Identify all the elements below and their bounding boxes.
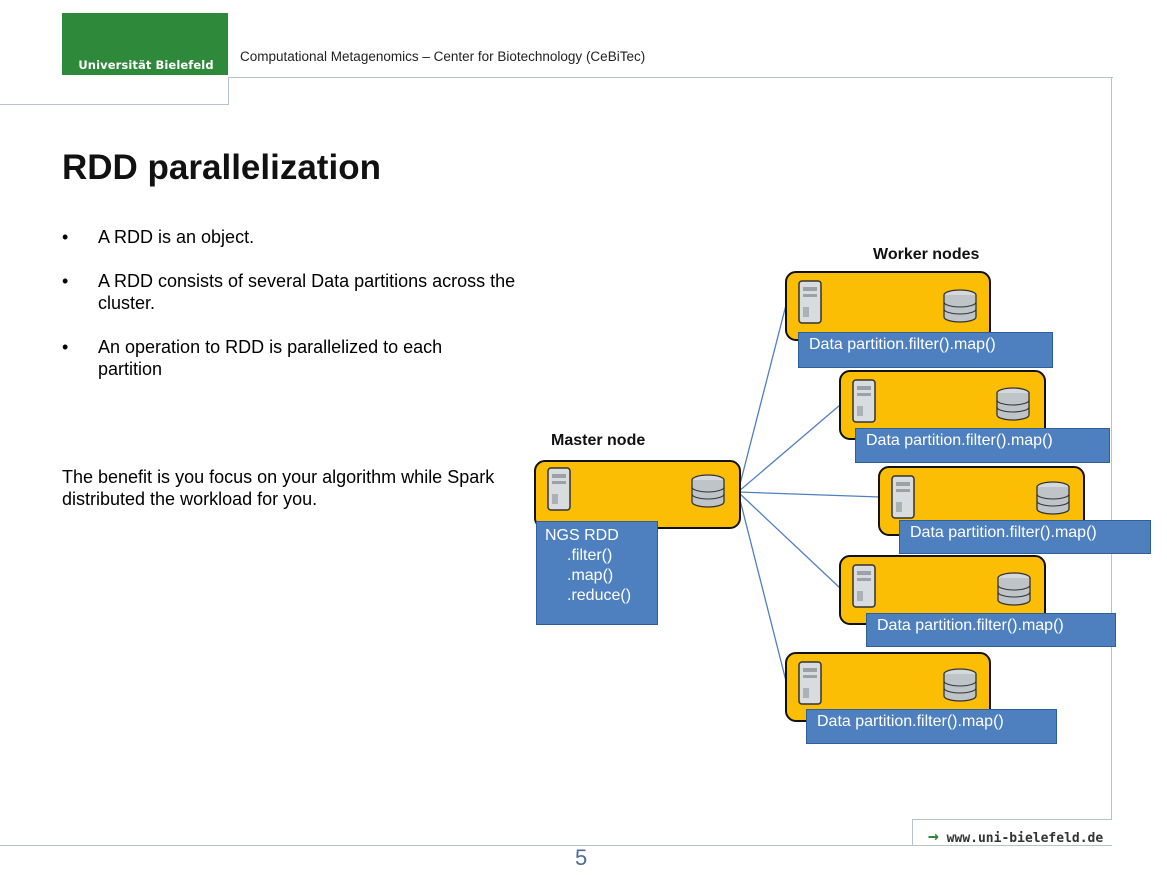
partition-label: Data partition.filter().map() <box>899 520 1151 554</box>
server-icon <box>795 279 825 325</box>
connection-line <box>738 492 880 497</box>
master-rdd-box <box>536 521 658 625</box>
rdd-operation: .reduce() <box>567 587 632 604</box>
bullet-item: • A RDD is an object. <box>62 226 518 248</box>
connection-line <box>738 405 840 492</box>
bullet-item: • An operation to RDD is parallelized to each partition <box>62 336 488 380</box>
rdd-operation: .map() <box>567 567 614 584</box>
server-icon <box>849 378 879 424</box>
rdd-name: NGS RDD <box>545 527 619 544</box>
university-logo-text: Universität Bielefeld <box>78 58 214 72</box>
rdd-operation: .filter() <box>567 547 613 564</box>
server-icon <box>795 660 825 706</box>
database-icon <box>996 572 1032 606</box>
slide-title: RDD parallelization <box>62 148 381 187</box>
server-icon <box>888 474 918 520</box>
database-icon <box>942 289 978 323</box>
connection-line <box>738 492 840 588</box>
server-icon <box>544 466 574 512</box>
master-node-label: Master node <box>551 432 646 449</box>
database-icon <box>1035 481 1071 515</box>
partition-label: Data partition.filter().map() <box>866 613 1116 647</box>
database-icon <box>995 387 1031 421</box>
partition-label: Data partition.filter().map() <box>798 332 1053 368</box>
bullet-item: • A RDD consists of several Data partitions across the cluster. <box>62 270 518 314</box>
header-title: Computational Metagenomics – Center for Biotechnology (CeBiTec) <box>240 49 646 64</box>
partition-label: Data partition.filter().map() <box>806 709 1057 744</box>
partition-label: Data partition.filter().map() <box>855 428 1110 463</box>
summary-note: The benefit is you focus on your algorithm while Spark distributed the workload for you. <box>62 467 495 509</box>
connection-line <box>738 305 786 492</box>
footer-url-text: www.uni-bielefeld.de <box>946 831 1104 846</box>
worker-nodes-label: Worker nodes <box>873 246 980 263</box>
arrow-right-icon: → <box>928 826 939 847</box>
connection-line <box>738 492 787 685</box>
footer-url[interactable] <box>928 826 1103 847</box>
database-icon <box>690 474 726 508</box>
database-icon <box>942 668 978 702</box>
page-number: 5 <box>575 845 588 870</box>
server-icon <box>849 563 879 609</box>
